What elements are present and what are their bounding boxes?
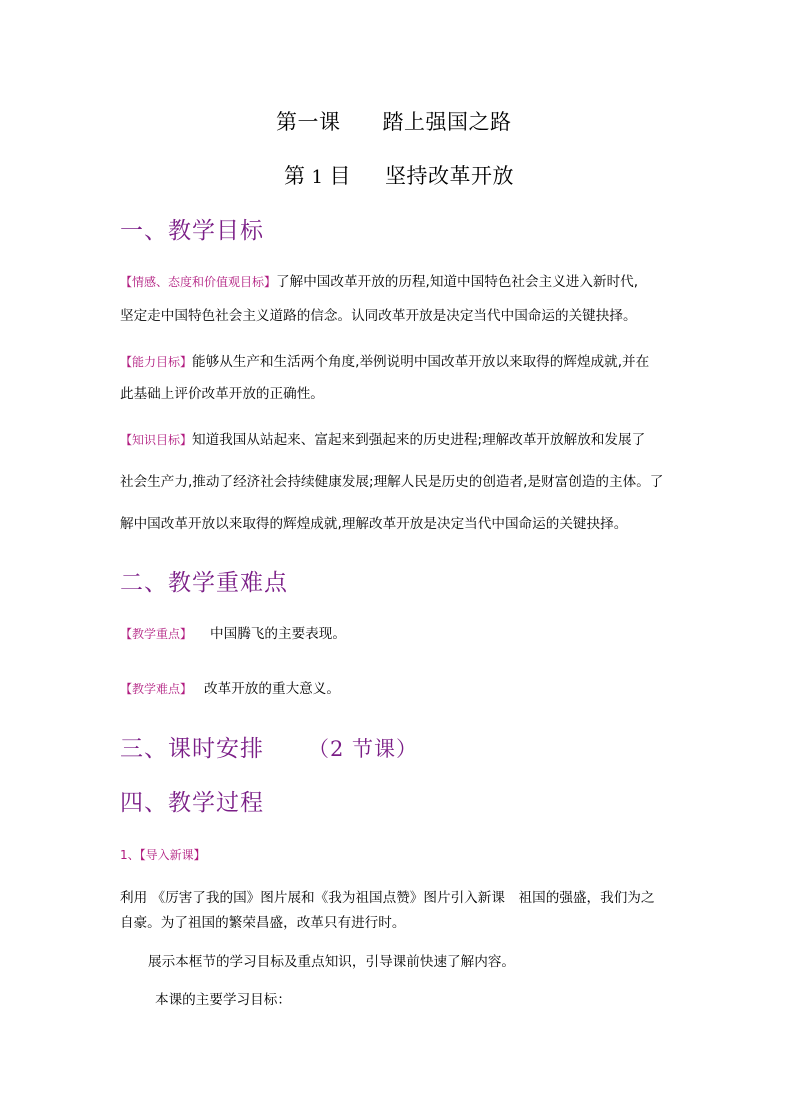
- intro-line2: 自豪。为了祖国的繁荣昌盛，改革只有进行时。: [120, 915, 406, 931]
- class-schedule-label: 三、课时安排: [120, 736, 264, 762]
- show-goals-line: 展示本框节的学习目标及重点知识，引导课前快速了解内容。: [148, 954, 516, 970]
- section-title-prefix: 第: [284, 164, 306, 188]
- teaching-focus-tag: 【教学重点】: [120, 627, 193, 641]
- section-title: [284, 160, 514, 190]
- heading-key-difficult-points: 二、教学重难点: [120, 570, 288, 596]
- section-title-name: 坚持改革开放: [384, 164, 514, 188]
- knowledge-goal-line1: [120, 430, 645, 450]
- emotion-goal-line1: [120, 272, 638, 292]
- knowledge-goal-tag: 【知识目标】: [120, 433, 193, 447]
- step1-heading: [120, 845, 206, 865]
- ability-goal-tag: 【能力目标】: [120, 355, 193, 369]
- heading-class-schedule: [120, 730, 418, 763]
- teaching-difficulty-text: 改革开放的重大意义。: [204, 681, 340, 697]
- teaching-difficulty-tag: 【教学难点】: [120, 682, 193, 696]
- main-goals-line: 本课的主要学习目标：: [155, 992, 291, 1008]
- ability-goal-line1: [120, 352, 649, 372]
- ability-goal-line2: 此基础上评价改革开放的正确性。: [120, 386, 324, 402]
- class-schedule-count: （2 节课）: [308, 737, 419, 761]
- emotion-goal-text1: 了解中国改革开放的历程,知道中国特色社会主义进入新时代,: [276, 274, 639, 290]
- lesson-title: [276, 106, 512, 136]
- teaching-focus-text: 中国腾飞的主要表现。: [210, 626, 346, 642]
- knowledge-goal-text1: 知道我国从站起来、富起来到强起来的历史进程;理解改革开放解放和发展了: [192, 432, 646, 448]
- heading-teaching-process: 四、教学过程: [120, 790, 264, 816]
- teaching-focus: [120, 624, 346, 644]
- intro-line1: 利用 《厉害了我的国》图片展和《我为祖国点赞》图片引入新课 祖国的强盛，我们为之: [120, 890, 655, 906]
- lesson-title-part1: 第一课: [276, 110, 341, 134]
- knowledge-goal-line2: 社会生产力,推动了经济社会持续健康发展;理解人民是历史的创造者,是财富创造的主体。了: [120, 474, 664, 490]
- section-title-unit: 目: [329, 164, 351, 188]
- teaching-difficulty: [120, 679, 340, 699]
- step1-tag: 【导入新课】: [139, 848, 206, 862]
- emotion-goal-line2: 坚定走中国特色社会主义道路的信念。认同改革开放是决定当代中国命运的关键抉择。: [120, 308, 637, 324]
- step1-number: 1、: [120, 848, 140, 862]
- lesson-title-part2: 踏上强国之路: [382, 110, 512, 134]
- emotion-goal-tag: 【情感、态度和价值观目标】: [120, 275, 277, 289]
- heading-teaching-goals: 一、教学目标: [120, 218, 264, 244]
- ability-goal-text1: 能够从生产和生活两个角度,举例说明中国改革开放以来取得的辉煌成就,并在: [192, 354, 650, 370]
- section-title-number: 1: [311, 167, 324, 188]
- knowledge-goal-line3: 解中国改革开放以来取得的辉煌成就,理解改革开放是决定当代中国命运的关键抉择。: [120, 516, 628, 532]
